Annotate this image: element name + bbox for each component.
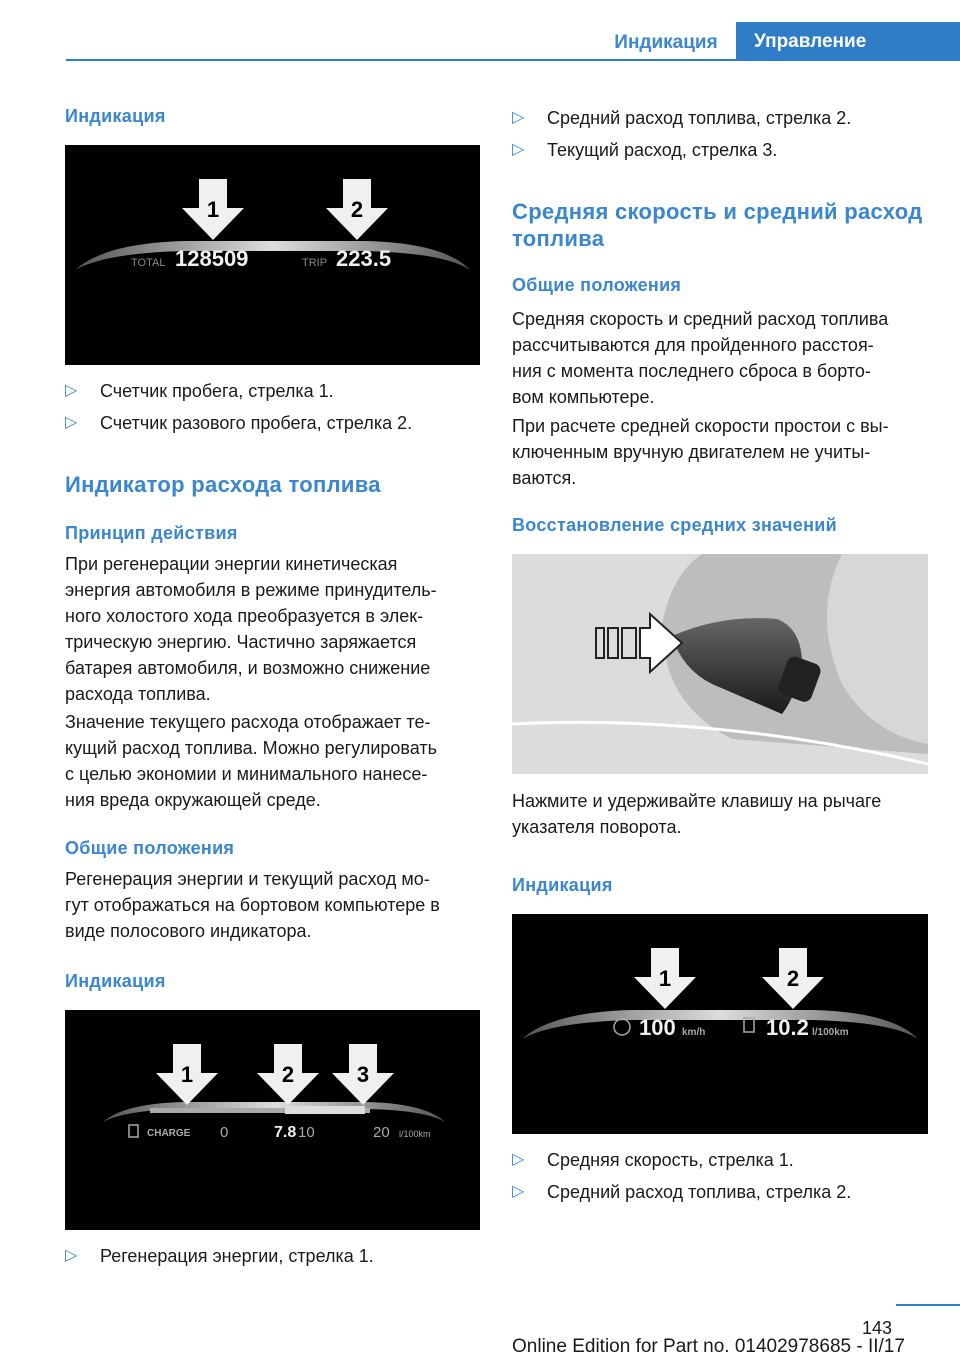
subheading-principle: Принцип действия bbox=[65, 523, 238, 543]
page-number: 143 bbox=[862, 1318, 893, 1338]
paragraph-general-right-2: При расчете средней скорости простои с вы‐ ключенным вручную двигателем не учиты‐ ваются. bbox=[512, 416, 889, 488]
figure-turn-signal-lever bbox=[512, 554, 928, 774]
header-section-tab: Индикация bbox=[614, 32, 718, 53]
fuel-unit: l/100km bbox=[812, 1027, 849, 1038]
edition-note: Online Edition for Part no. 01402978685 - II/17 bbox=[512, 1336, 905, 1357]
subheading-general-right: Общие положения bbox=[512, 275, 682, 295]
arrow-1-label: 1 bbox=[206, 197, 220, 222]
bullet-triangle-icon: ▷ bbox=[65, 382, 78, 399]
footer-rule bbox=[896, 1304, 960, 1306]
heading-display-2: Индикация bbox=[65, 971, 166, 991]
heading-display-3: Индикация bbox=[512, 875, 613, 895]
speed-unit: km/h bbox=[682, 1027, 706, 1038]
arrow-1-icon bbox=[156, 1044, 218, 1105]
figure-odometer bbox=[65, 145, 480, 365]
bullet-triangle-icon: ▷ bbox=[65, 1247, 78, 1264]
bullet-triangle-icon: ▷ bbox=[65, 414, 78, 431]
arrow-1-icon bbox=[182, 179, 244, 240]
svg-text:1: 1 bbox=[180, 1062, 194, 1087]
arrow-1-icon bbox=[634, 948, 696, 1009]
arrow-2-icon bbox=[762, 948, 824, 1009]
bullet-triangle-icon: ▷ bbox=[512, 141, 525, 158]
tick-20: 20 bbox=[373, 1124, 390, 1141]
subheading-general-left: Общие положения bbox=[65, 838, 235, 858]
current-value: 7.8 bbox=[274, 1124, 297, 1141]
figure-fuel-bar bbox=[65, 1010, 480, 1230]
unit-label: l/100km bbox=[399, 1129, 431, 1139]
bullet-triangle-icon: ▷ bbox=[512, 109, 525, 126]
svg-text:2: 2 bbox=[786, 966, 800, 991]
speedometer-icon bbox=[614, 1019, 630, 1035]
figure-avg-speed bbox=[512, 914, 928, 1134]
paragraph-value: Значение текущего расхода отображает те‐ кущий расход топлива. Можно регулировать с целью экономии и минимального нанесе‐ ния вреда окружающей среде. bbox=[65, 712, 438, 810]
trip-label: TRIP bbox=[302, 257, 328, 269]
bullet-odometer: ▷ Счетчик пробега, стрелка 1. bbox=[65, 381, 334, 401]
svg-text:2: 2 bbox=[281, 1062, 295, 1087]
tick-0: 0 bbox=[220, 1124, 229, 1141]
bullet-avg-speed: ▷ Средняя скорость, стрелка 1. bbox=[512, 1150, 794, 1170]
subheading-reset: Восстановление средних значений bbox=[512, 515, 837, 535]
fuel-pump-icon bbox=[744, 1018, 754, 1032]
total-value: 128509 bbox=[175, 246, 249, 271]
trip-value: 223.5 bbox=[336, 246, 392, 271]
bullet-triangle-icon: ▷ bbox=[512, 1151, 525, 1168]
charge-label: CHARGE bbox=[147, 1128, 191, 1139]
bullet-current-consumption: ▷ Текущий расход, стрелка 3. bbox=[512, 140, 778, 160]
heading-display-1: Индикация bbox=[65, 106, 166, 126]
paragraph-general-right-1: Средняя скорость и средний расход топлива рассчитываются для пройденного расстоя‐ ния с момента последнего сброса в борто‐ вом компьютере. bbox=[512, 309, 889, 407]
tick-10: 10 bbox=[298, 1124, 315, 1141]
arrow-2-icon bbox=[257, 1044, 319, 1105]
fuel-value: 10.2 bbox=[766, 1015, 809, 1040]
bullet-avg-consumption: ▷ Средний расход топлива, стрелка 2. bbox=[512, 108, 852, 128]
svg-text:3: 3 bbox=[356, 1062, 370, 1087]
section-title-average: Средняя скорость и средний расход топлива bbox=[512, 199, 923, 251]
arrow-3-icon bbox=[332, 1044, 394, 1105]
svg-text:1: 1 bbox=[658, 966, 672, 991]
consumption-bar bbox=[285, 1106, 365, 1114]
arrow-2-icon bbox=[326, 179, 388, 240]
paragraph-reset: Нажмите и удерживайте клавишу на рычаге указателя поворота. bbox=[512, 791, 882, 837]
bullet-triangle-icon: ▷ bbox=[512, 1183, 525, 1200]
fuel-pump-icon bbox=[129, 1125, 138, 1137]
bullet-regen: ▷ Регенерация энергии, стрелка 1. bbox=[65, 1246, 374, 1266]
speed-value: 100 bbox=[639, 1015, 676, 1040]
bullet-avg-fuel: ▷ Средний расход топлива, стрелка 2. bbox=[512, 1182, 852, 1202]
section-title-fuel-indicator: Индикатор расхода топлива bbox=[65, 472, 381, 497]
header-rule bbox=[66, 59, 960, 61]
arrow-2-label: 2 bbox=[350, 197, 364, 222]
header-chapter-tab: Управление bbox=[736, 22, 960, 61]
paragraph-principle: При регенерации энергии кинетическая энергия автомобиля в режиме принудитель‐ ного холостого хода преобразуется в элек‐ трическую энергию. Частично заряжается батарея автомобиля, и возможно снижение расхода топлива. bbox=[65, 554, 437, 704]
bullet-trip: ▷ Счетчик разового пробега, стрелка 2. bbox=[65, 413, 413, 433]
paragraph-general-left: Регенерация энергии и текущий расход мо‐ гут отображаться на бортовом компьютере в виде полосового индикатора. bbox=[65, 869, 440, 941]
total-label: TOTAL bbox=[131, 257, 166, 269]
